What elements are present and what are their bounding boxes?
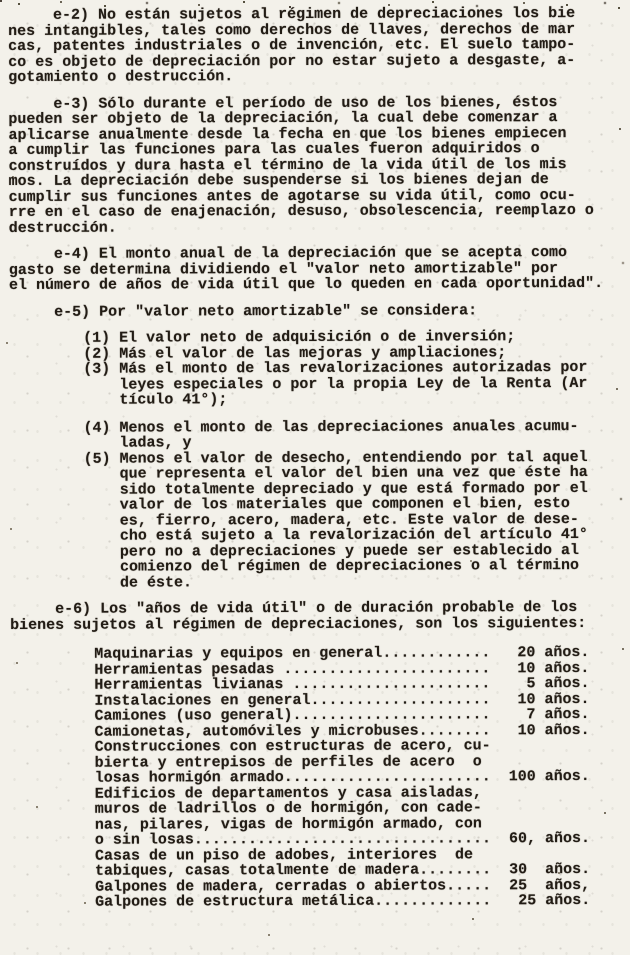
list-item: (4) Menos el monto de las depreciaciones anuales acumu- ladas, y (83, 417, 579, 452)
paragraph-e4: e-4) El monto anual de la depreciación que se acepta como gasto se determina dividiendo el "valor neto amortizable" por el número de años de vida útil que lo queden en cada oportunidad". (8, 244, 604, 294)
vida-util-table (94, 645, 630, 910)
paragraph-e6: e-6) Los "años de vida útil" o de duración probable de los bienes sujetos al régimen de depreciaciones, son los siguientes: (10, 599, 587, 634)
table-row: Casas de un piso de adobes, interiores de tabiques, casas totalmente de madera........ 30 años. (94, 845, 591, 880)
list-item: (5) Menos el valor de desecho, entendiendo por tal aquel que representa el valor del bien una vez que éste ha sido totalmente depreciado y que está formado por el valor de los materiales que componen el bien, esto es, fierro, acero, madera, etc. Este valor de dese- cho está sujeto a la revalorización del artículo 41° pero no a depreciaciones y puede ser establecido al comienzo del régimen de depreciaciones o al término de éste. (83, 448, 588, 592)
table-row: Galpones de estructura metálica............. 25 años. (95, 891, 591, 911)
document-content (8, 6, 630, 911)
table-row: Maquinarias y equipos en general............ 20 años. (94, 643, 590, 663)
paragraph-e2: e-2) No están sujetos al régimen de depreciaciones los bie nes intangibles, tales como derechos de llaves, derechos de mar cas, patentes industriales o de invención, etc. El suelo tampo- co es objeto de depreciación por no estar sujeto a desgaste, a- gotamiento o destrucción. (7, 5, 576, 86)
table-row: Herramientas pesadas ....................... 10 años. (94, 659, 590, 679)
list-item: (3) Más el monto de las revalorizaciones autorizadas por leyes especiales o por la propia Ley de la Renta (Ar tículo 41°); (83, 358, 588, 409)
table-row: Edificios de departamentos y casa aisladas, muros de ladrillos o de hormigón, con cade- nas, pilares, vigas de hormigón armado, con o sin losas................................. 60, años. (94, 783, 591, 849)
valor-neto-list (83, 329, 630, 591)
table-row: Instalaciones en general.................... 10 años. (94, 690, 590, 710)
table-row: Galpones de madera, cerradas o abiertos..... 25 años, (95, 876, 591, 896)
table-row: Construcciones con estructuras de acero, cu- bierta y entrepisos de perfiles de acero o losas hormigón armado....................... 100 años. (94, 737, 590, 787)
table-row: Camionetas, automóviles y microbuses........ 10 años. (94, 721, 590, 741)
list-item: (2) Más el valor de las mejoras y ampliaciones; (83, 343, 507, 363)
paragraph-e5-heading: e-5) Por "valor neto amortizable" se considera: (9, 301, 478, 321)
table-row: Camiones (uso general)...................... 7 años. (94, 705, 590, 725)
list-item: (1) El valor neto de adquisición o de inversión; (83, 328, 516, 347)
paragraph-e3: e-3) Sólo durante el período de uso de los bienes, éstos pueden ser objeto de la depreciación, la cual debe comenzar a aplicarse anualmente desde la fecha en que los bienes empiecen a cumplir las funciones para las cuales fueron adquiridos o construídos y dura hasta el término de la vida útil de los mis mos. La depreciación debe suspenderse si los bienes dejan de cumplir sus funciones antes de agotarse su vida útil, como ocu- rre en el caso de enajenación, desuso, obsolescencia, reemplazo o destrucción. (8, 93, 594, 237)
table-row: Herramientas livianas ...................... 5 años. (94, 674, 590, 694)
